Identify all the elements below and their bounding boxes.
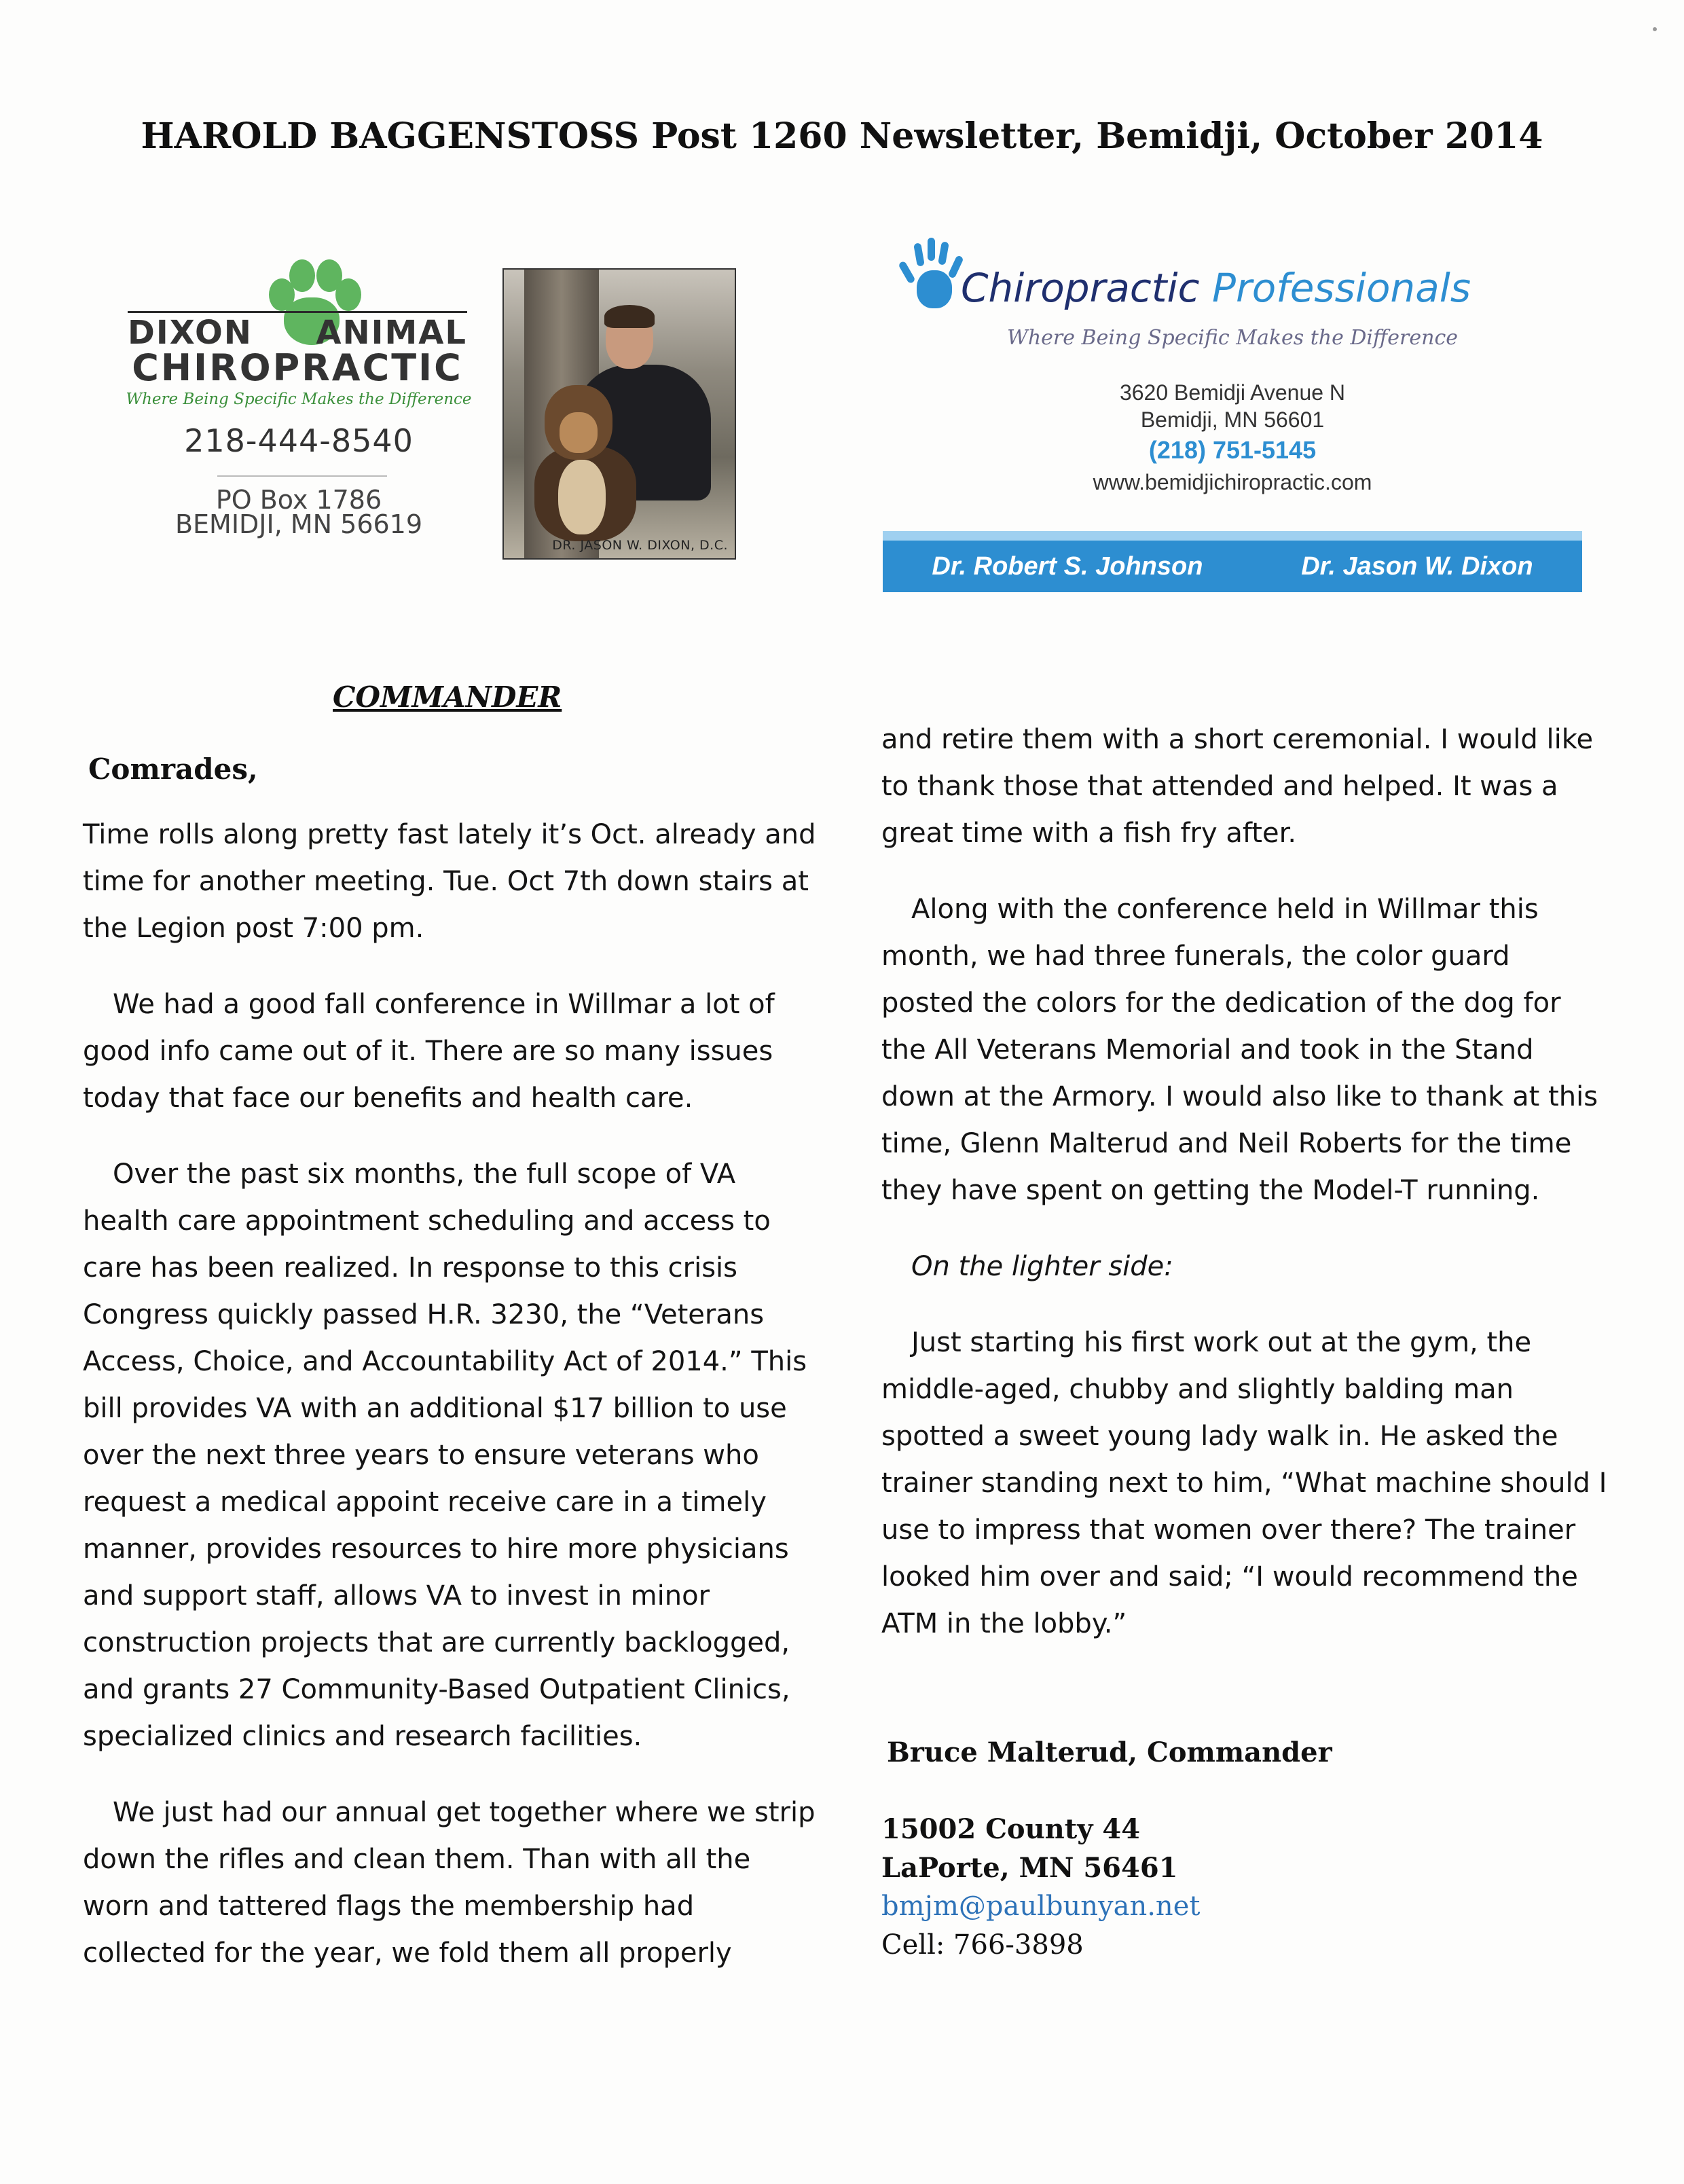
chiro-phone: (218) 751-5145 bbox=[1148, 436, 1317, 464]
chiro-logo-word1: Chiropractic bbox=[961, 265, 1200, 311]
dixon-logo-rule bbox=[128, 311, 467, 313]
scan-speck bbox=[1653, 27, 1657, 31]
paragraph: Over the past six months, the full scope of VA health care appointment scheduling and access to care has been realized. In response to this crisis Congress quickly passed H.R. 3230, the “Veterans Access, Choice, and Accountability Act of 2014.” This bill provides VA with an additional $17 billion to use over the next three years to ensure veterans who request a medical appoint receive care in a timely manner, provides resources to hire more physicians and support staff, allows VA to invest in minor construction projects that are currently backlogged, and grants 27 Community-Based Outpatient Clinics, specialized clinics and research facilities. bbox=[83, 1159, 807, 1752]
signature: Bruce Malterud, Commander bbox=[887, 1736, 1332, 1768]
chiro-street: 3620 Bemidji Avenue N bbox=[1119, 380, 1346, 405]
chiro-address bbox=[883, 379, 1582, 433]
newsletter-title: HAROLD BAGGENSTOSS Post 1260 Newsletter, Bemidji, October 2014 bbox=[141, 115, 1543, 157]
dixon-po-box: PO Box 1786 bbox=[215, 485, 382, 515]
dixon-logo-word-dixon: DIXON bbox=[128, 314, 253, 352]
commander-heading: COMMANDER bbox=[333, 680, 562, 714]
dixon-city: BEMIDJI, MN 56619 bbox=[175, 509, 423, 539]
dixon-address bbox=[115, 485, 482, 539]
paragraph: Along with the conference held in Willmar this month, we had three funerals, the color guard posted the colors for the dedication of the dog for the All Veterans Memorial and took in the Stand down at the Armory. I would also like to thank at this time, Glenn Malterud and Neil Roberts for the time they have spent on getting the Model-T running. bbox=[881, 894, 1598, 1206]
chiro-website: www.bemidjichiropractic.com bbox=[1093, 470, 1372, 494]
greeting: Comrades, bbox=[88, 752, 258, 786]
dixon-separator bbox=[217, 475, 387, 477]
hand-print-icon bbox=[896, 238, 961, 312]
lighter-side-heading: On the lighter side: bbox=[911, 1251, 1173, 1282]
paragraph: Just starting his first work out at the gym, the middle-aged, chubby and slightly balding man spotted a sweet young lady walk in. He asked the trainer standing next to him, “What machine should I use to impress that women over there? The trainer looked him over and said; “I would recommend the ATM in the lobby.” bbox=[881, 1327, 1607, 1639]
dixon-logo-name-line2: CHIROPRACTIC bbox=[132, 346, 463, 389]
contact-city: LaPorte, MN 56461 bbox=[881, 1852, 1178, 1884]
paragraph: and retire them with a short ceremonial. I would like to thank those that attended and helped. It was a great time with a fish fry after. bbox=[881, 724, 1594, 849]
chiro-logo-title bbox=[961, 265, 1471, 311]
paragraph: Time rolls along pretty fast lately it’s Oct. already and time for another meeting. Tue. Oct 7th down stairs at the Legion post 7:00 pm. bbox=[83, 819, 816, 944]
contact-cell: Cell: 766-3898 bbox=[881, 1929, 1084, 1961]
commander-column-right bbox=[881, 716, 1608, 1677]
chiro-doctor-1: Dr. Robert S. Johnson bbox=[932, 551, 1203, 581]
chiro-doctors-bar bbox=[883, 541, 1582, 592]
commander-column-left bbox=[83, 812, 816, 2006]
dixon-phone: 218-444-8540 bbox=[184, 422, 414, 459]
doctor-with-dog-photo bbox=[502, 268, 736, 560]
paragraph: We just had our annual get together where we strip down the rifles and clean them. Than with all the worn and tattered flags the membership had collected for the year, we fold them all properly bbox=[83, 1797, 816, 1969]
dixon-tagline: Where Being Specific Makes the Difference bbox=[126, 390, 472, 408]
chiro-tagline: Where Being Specific Makes the Difference bbox=[1006, 326, 1458, 350]
contact-email-link[interactable]: bmjm@paulbunyan.net bbox=[881, 1891, 1201, 1922]
chiropractic-professionals-ad bbox=[883, 238, 1582, 618]
commander-contact bbox=[881, 1810, 1493, 1965]
dixon-animal-chiropractic-ad bbox=[115, 251, 482, 557]
photo-caption: DR. JASON W. DIXON, D.C. bbox=[552, 538, 728, 553]
contact-street: 15002 County 44 bbox=[881, 1813, 1141, 1845]
dixon-logo-word-animal: ANIMAL bbox=[316, 314, 467, 352]
chiro-doctor-2: Dr. Jason W. Dixon bbox=[1301, 551, 1533, 581]
chiro-logo-word2: Professionals bbox=[1211, 265, 1471, 311]
paragraph: We had a good fall conference in Willmar a lot of good info came out of it. There are so many issues today that face our benefits and health care. bbox=[83, 989, 775, 1114]
chiro-bar-highlight bbox=[883, 531, 1582, 541]
chiro-city: Bemidji, MN 56601 bbox=[1140, 407, 1325, 432]
